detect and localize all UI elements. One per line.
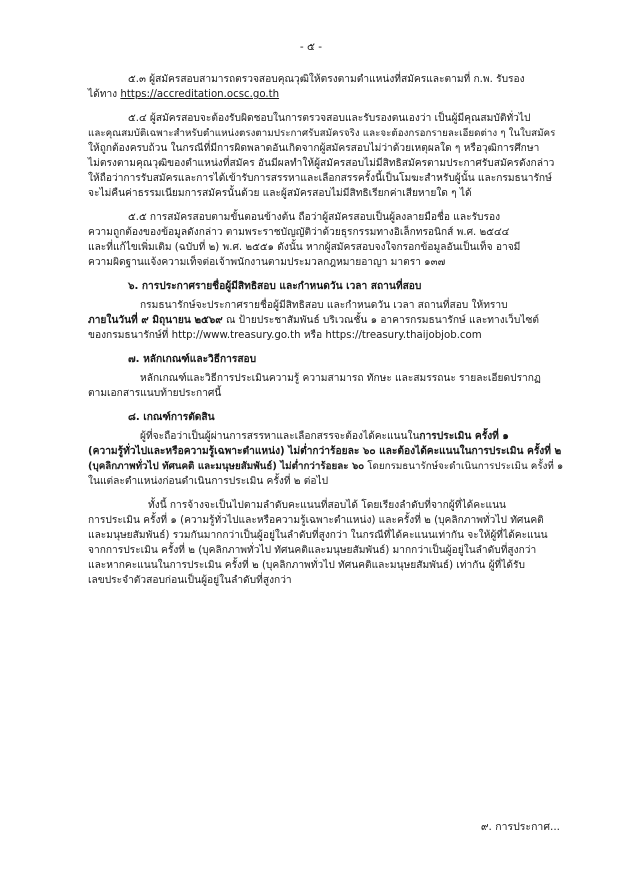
- clause-5-4-line-4: ไม่ตรงตามคุณวุฒิของตำแหน่งที่สมัคร อันมีผลทำให้ผู้สมัครสอบไม่มีสิทธิสมัครตามประกาศรับสมัครดังกล่าว: [88, 158, 555, 169]
- section-6: [88, 279, 564, 343]
- section-7-line-1: หลักเกณฑ์และวิธีการประเมินความรู้ ความสามารถ ทักษะ และสมรรถนะ รายละเอียดปรากฏ: [140, 373, 541, 384]
- section-8-a-line-3: [88, 459, 564, 474]
- section-8-a-line-2: (ความรู้ทั่วไปและหรือความรู้เฉพาะตำแหน่ง) ไม่ต่ำกว่าร้อยละ ๖๐ และต้องได้คะแนนในการประเมิน ครั้งที่ ๒: [88, 446, 562, 457]
- page-number: - ๕ -: [299, 41, 323, 53]
- section-8-a-line-4: ในแต่ละตำแหน่งก่อนดำเนินการประเมิน ครั้งที่ ๒ ต่อไป: [88, 476, 329, 487]
- clause-5-5-line-4: ความผิดฐานแจ้งความเท็จต่อเจ้าพนักงานตามประมวลกฎหมายอาญา มาตรา ๑๓๗: [88, 257, 446, 268]
- clause-5-3-line-1: ๕.๓ ผู้สมัครสอบสามารถตรวจสอบคุณวุฒิให้ตรงตามตำแหน่งที่สมัครและตามที่ ก.พ. รับรอง: [128, 74, 525, 85]
- section-7: [88, 352, 564, 401]
- section-8-b-line-6: เลขประจำตัวสอบก่อนเป็นผู้อยู่ในลำดับที่สูงกว่า: [88, 575, 292, 586]
- section-8-a-line-1: [88, 429, 564, 444]
- clause-5-5: [88, 210, 564, 270]
- section-8-b-line-1: ทั้งนี้ การจ้างจะเป็นไปตามลำดับคะแนนที่สอบได้ โดยเรียงลำดับที่จากผู้ที่ได้คะแนน: [148, 500, 507, 511]
- section-8-heading: ๘. เกณฑ์การตัดสิน: [128, 412, 215, 423]
- section-8-a-line-3-rest: โดยกรมธนารักษ์จะดำเนินการประเมิน ครั้งที่ ๑: [364, 461, 564, 472]
- clause-5-3-prefix: ได้ทาง: [88, 89, 121, 100]
- section-7-line-2: ตามเอกสารแนบท้ายประกาศนี้: [88, 388, 222, 399]
- clause-5-4: [88, 111, 564, 201]
- section-6-line-2: [88, 313, 564, 328]
- section-8-b-line-2: การประเมิน ครั้งที่ ๑ (ความรู้ทั่วไปและหรือความรู้เฉพาะตำแหน่ง) และครั้งที่ ๒ (บุคลิกภาพทั่วไป ทัศนคติ: [88, 515, 544, 526]
- section-8-a-line-1-bold: การประเมิน ครั้งที่ ๑: [419, 431, 509, 442]
- clause-5-4-line-3: ให้ถูกต้องครบถ้วน ในกรณีที่มีการผิดพลาดอันเกิดจากผู้สมัครสอบไม่ว่าด้วยเหตุผลใด ๆ หรือวุฒิการศึกษา: [88, 143, 540, 154]
- section-6-heading: ๖. การประกาศรายชื่อผู้มีสิทธิสอบ และกำหนดวัน เวลา สถานที่สอบ: [128, 281, 422, 292]
- accreditation-link[interactable]: https://accreditation.ocsc.go.th: [120, 89, 280, 100]
- section-7-heading: ๗. หลักเกณฑ์และวิธีการสอบ: [128, 354, 257, 365]
- clause-5-4-line-6: จะไม่คืนค่าธรรมเนียมการสมัครนั้นด้วย และผู้สมัครสอบไม่มีสิทธิเรียกค่าเสียหายใด ๆ ได้: [88, 188, 472, 199]
- section-6-line-2-rest: ณ ป้ายประชาสัมพันธ์ บริเวณชั้น ๑ อาคารกรมธนารักษ์ และทางเว็บไซต์: [222, 315, 540, 326]
- clause-5-3-line-2: [88, 87, 564, 102]
- section-8-ranking: [88, 498, 564, 588]
- section-8-a-line-3-bold: (บุคลิกภาพทั่วไป ทัศนคติ และมนุษยสัมพันธ์) ไม่ต่ำกว่าร้อยละ ๖๐: [88, 461, 365, 472]
- clause-5-4-line-1: ๕.๔ ผู้สมัครสอบจะต้องรับผิดชอบในการตรวจสอบและรับรองตนเองว่า เป็นผู้มีคุณสมบัติทั่วไป: [128, 113, 531, 124]
- section-8: [88, 410, 564, 489]
- clause-5-3: [88, 72, 564, 102]
- clause-5-4-line-5: ให้ถือว่าการรับสมัครและการได้เข้ารับการสรรหาและเลือกสรรครั้งนี้เป็นโมฆะสำหรับผู้นั้น และกรมธนารักษ์: [88, 173, 552, 184]
- section-6-line-1: กรมธนารักษ์จะประกาศรายชื่อผู้มีสิทธิสอบ และกำหนดวัน เวลา สถานที่สอบ ให้ทราบ: [140, 300, 508, 311]
- clause-5-5-line-1: ๕.๕ การสมัครสอบตามขั้นตอนข้างต้น ถือว่าผู้สมัครสอบเป็นผู้ลงลายมือชื่อ และรับรอง: [128, 212, 501, 223]
- continuation-note: ๙. การประกาศ...: [480, 821, 560, 833]
- announcement-date: ภายในวันที่ ๙ มิถุนายน ๒๕๖๙: [88, 315, 223, 326]
- section-8-b-line-4: จากการประเมิน ครั้งที่ ๒ (บุคลิกภาพทั่วไป ทัศนคติและมนุษยสัมพันธ์) มากกว่าเป็นผู้อยู่ในลำดับที่สูงกว่า: [88, 545, 537, 556]
- document-body: [88, 72, 564, 597]
- section-8-b-line-3: และมนุษยสัมพันธ์) รวมกันมากกว่าเป็นผู้อยู่ในลำดับที่สูงกว่า ในกรณีที่ได้คะแนนเท่ากัน จะให้ผู้ที่ได้คะแนน: [88, 530, 548, 541]
- clause-5-4-line-2: และคุณสมบัติเฉพาะสำหรับตำแหน่งตรงตามประกาศรับสมัครจริง และจะต้องกรอกรายละเอียดต่าง ๆ ในใบสมัคร: [88, 128, 556, 139]
- clause-5-5-line-2: ความถูกต้องของข้อมูลดังกล่าว ตามพระราชบัญญัติว่าด้วยธุรกรรมทางอิเล็กทรอนิกส์ พ.ศ. ๒๕๔๔: [88, 227, 510, 238]
- clause-5-5-line-3: และที่แก้ไขเพิ่มเติม (ฉบับที่ ๒) พ.ศ. ๒๕๕๑ ดังนั้น หากผู้สมัครสอบจงใจกรอกข้อมูลอันเป็นเท็จ อาจมี: [88, 242, 521, 253]
- section-6-line-3: ของกรมธนารักษ์ที่ http://www.treasury.go.th หรือ https://treasury.thaijobjob.com: [88, 330, 482, 341]
- section-8-b-line-5: และหากคะแนนในการประเมิน ครั้งที่ ๒ (บุคลิกภาพทั่วไป ทัศนคติและมนุษยสัมพันธ์) เท่ากัน ผู้ที่ได้รับ: [88, 560, 525, 571]
- section-8-a-line-1-pre: ผู้ที่จะถือว่าเป็นผู้ผ่านการสรรหาและเลือกสรรจะต้องได้คะแนนใน: [140, 431, 420, 442]
